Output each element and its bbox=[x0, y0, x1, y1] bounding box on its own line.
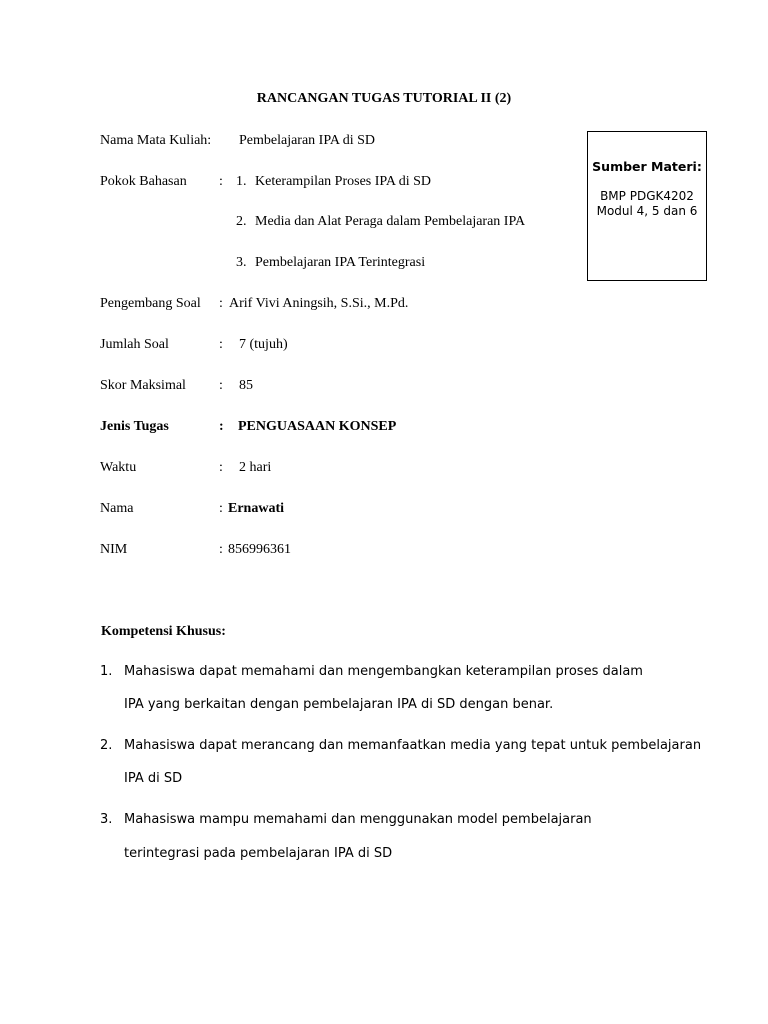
topic-item: Keterampilan Proses IPA di SD bbox=[255, 174, 432, 189]
topic-label: Pokok Bahasan bbox=[100, 174, 187, 189]
nim-colon: : bbox=[219, 542, 223, 557]
topic-item-number: 1. bbox=[236, 174, 247, 189]
competency-number: 2. bbox=[100, 738, 113, 753]
developer-value: Arif Vivi Aningsih, S.Si., M.Pd. bbox=[229, 296, 409, 311]
competency-text: IPA yang berkaitan dengan pembelajaran IPA di SD dengan benar. bbox=[124, 697, 554, 712]
task-type-label: Jenis Tugas bbox=[100, 419, 169, 434]
topic-item-number: 2. bbox=[236, 214, 247, 229]
topic-colon: : bbox=[219, 174, 223, 189]
competency-text: IPA di SD bbox=[124, 771, 183, 786]
developer-label: Pengembang Soal bbox=[100, 296, 201, 311]
question-count-value: 7 (tujuh) bbox=[239, 337, 288, 352]
max-score-label: Skor Maksimal bbox=[100, 378, 186, 393]
source-material-box bbox=[587, 131, 707, 281]
name-label: Nama bbox=[100, 501, 134, 516]
nim-label: NIM bbox=[100, 542, 128, 557]
developer-colon: : bbox=[219, 296, 223, 311]
max-score-value: 85 bbox=[239, 378, 253, 393]
document-title: RANCANGAN TUGAS TUTORIAL II (2) bbox=[256, 91, 512, 106]
competency-text: Mahasiswa dapat merancang dan memanfaatkan media yang tepat untuk pembelajaran bbox=[124, 738, 702, 753]
source-material-title: Sumber Materi: bbox=[592, 159, 702, 174]
competency-text: Mahasiswa dapat memahami dan mengembangkan keterampilan proses dalam bbox=[124, 664, 643, 679]
time-colon: : bbox=[219, 460, 223, 475]
topic-item: Pembelajaran IPA Terintegrasi bbox=[255, 255, 426, 270]
source-material-book: BMP PDGK4202 bbox=[600, 189, 694, 203]
max-score-colon: : bbox=[219, 378, 223, 393]
task-type-colon: : bbox=[219, 419, 224, 434]
question-count-label: Jumlah Soal bbox=[100, 337, 169, 352]
nim-value: 856996361 bbox=[228, 542, 291, 557]
topic-item-number: 3. bbox=[236, 255, 247, 270]
name-value: Ernawati bbox=[228, 501, 284, 516]
question-count-colon: : bbox=[219, 337, 223, 352]
time-value: 2 hari bbox=[239, 460, 272, 475]
competency-number: 3. bbox=[100, 812, 113, 827]
source-material-modules: Modul 4, 5 dan 6 bbox=[596, 204, 698, 218]
time-label: Waktu bbox=[100, 460, 137, 475]
name-colon: : bbox=[219, 501, 223, 516]
competency-text: Mahasiswa mampu memahami dan menggunakan model pembelajaran bbox=[124, 812, 592, 827]
topic-item: Media dan Alat Peraga dalam Pembelajaran IPA bbox=[255, 214, 526, 229]
competency-heading: Kompetensi Khusus: bbox=[101, 624, 226, 639]
course-value: Pembelajaran IPA di SD bbox=[239, 133, 375, 148]
competency-text: terintegrasi pada pembelajaran IPA di SD bbox=[124, 846, 393, 861]
competency-number: 1. bbox=[100, 664, 113, 679]
course-label: Nama Mata Kuliah: bbox=[100, 133, 212, 148]
task-type-value: PENGUASAAN KONSEP bbox=[238, 419, 397, 434]
